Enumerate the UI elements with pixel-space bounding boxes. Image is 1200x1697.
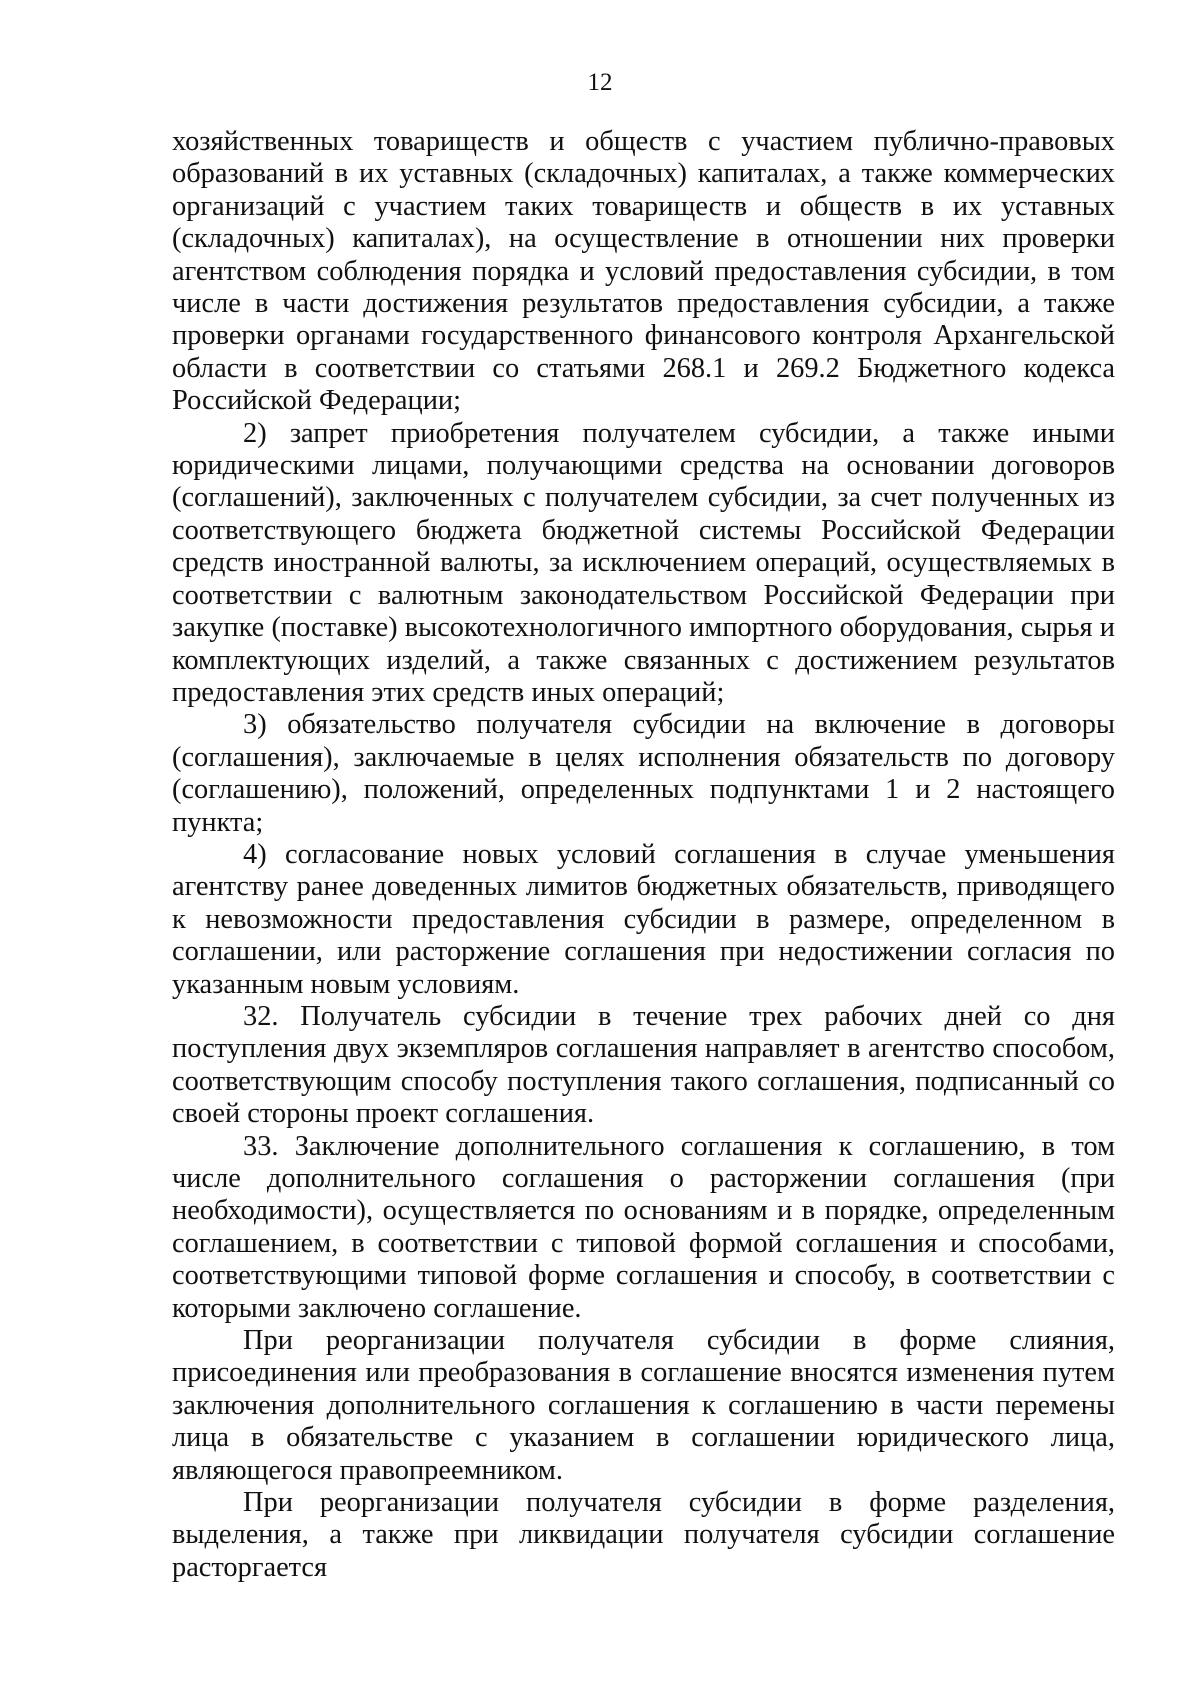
paragraph-reorganization-division: При реорганизации получателя субсидии в форме разделения, выделения, а также при ликвидации получателя субсидии соглашение расторгается xyxy=(172,1487,1115,1583)
paragraph-reorganization-merger: При реорганизации получателя субсидии в форме слияния, присоединения или преобразования в соглашение вносятся изменения путем заключения дополнительного соглашения к соглашению в части перемены лица в обязательстве с указанием в соглашении юридического лица, являющегося правопреемником. xyxy=(172,1325,1115,1486)
paragraph-clause-32: 32. Получатель субсидии в течение трех рабочих дней со дня поступления двух экземпляров соглашения направляет в агентство способом, соответствующим способу поступления такого соглашения, подписанный со своей стороны проект соглашения. xyxy=(172,1000,1115,1130)
paragraph-item-4: 4) согласование новых условий соглашения в случае уменьшения агентству ранее доведенных лимитов бюджетных обязательств, приводящего к невозможности предоставления субсидии в размере, определенном в соглашении, или расторжение соглашения при недостижении согласия по указанным новым условиям. xyxy=(172,838,1115,1000)
document-body xyxy=(172,126,1115,1584)
page-number: 12 xyxy=(587,69,613,96)
paragraph-item-3: 3) обязательство получателя субсидии на включение в договоры (соглашения), заключаемые в целях исполнения обязательств по договору (соглашению), положений, определенных подпунктами 1 и 2 настоящего пункта; xyxy=(172,709,1115,838)
paragraph-clause-33: 33. Заключение дополнительного соглашения к соглашению, в том числе дополнительного соглашения о расторжении соглашения (при необходимости), осуществляется по основаниям и в порядке, определенным соглашением, в соответствии с типовой формой соглашения и способами, соответствующими типовой форме соглашения и способу, в соответствии с которыми заключено соглашение. xyxy=(172,1130,1115,1324)
paragraph-continuation: хозяйственных товариществ и обществ с участием публично-правовых образований в их уставных (складочных) капиталах, а также коммерческих организаций с участием таких товариществ и обществ в их уставных (складочных) капиталах), на осуществление в отношении них проверки агентством соблюдения порядка и условий предоставления субсидии, в том числе в части достижения результатов предоставления субсидии, а также проверки органами государственного финансового контроля Архангельской области в соответствии со статьями 268.1 и 269.2 Бюджетного кодекса Российской Федерации; xyxy=(172,126,1115,417)
paragraph-item-2: 2) запрет приобретения получателем субсидии, а также иными юридическими лицами, получающими средства на основании договоров (соглашений), заключенных с получателем субсидии, за счет полученных из соответствующего бюджета бюджетной системы Российской Федерации средств иностранной валюты, за исключением операций, осуществляемых в соответствии с валютным законодательством Российской Федерации при закупке (поставке) высокотехнологичного импортного оборудования, сырья и комплектующих изделий, а также связанных с достижением результатов предоставления этих средств иных операций; xyxy=(172,417,1115,708)
